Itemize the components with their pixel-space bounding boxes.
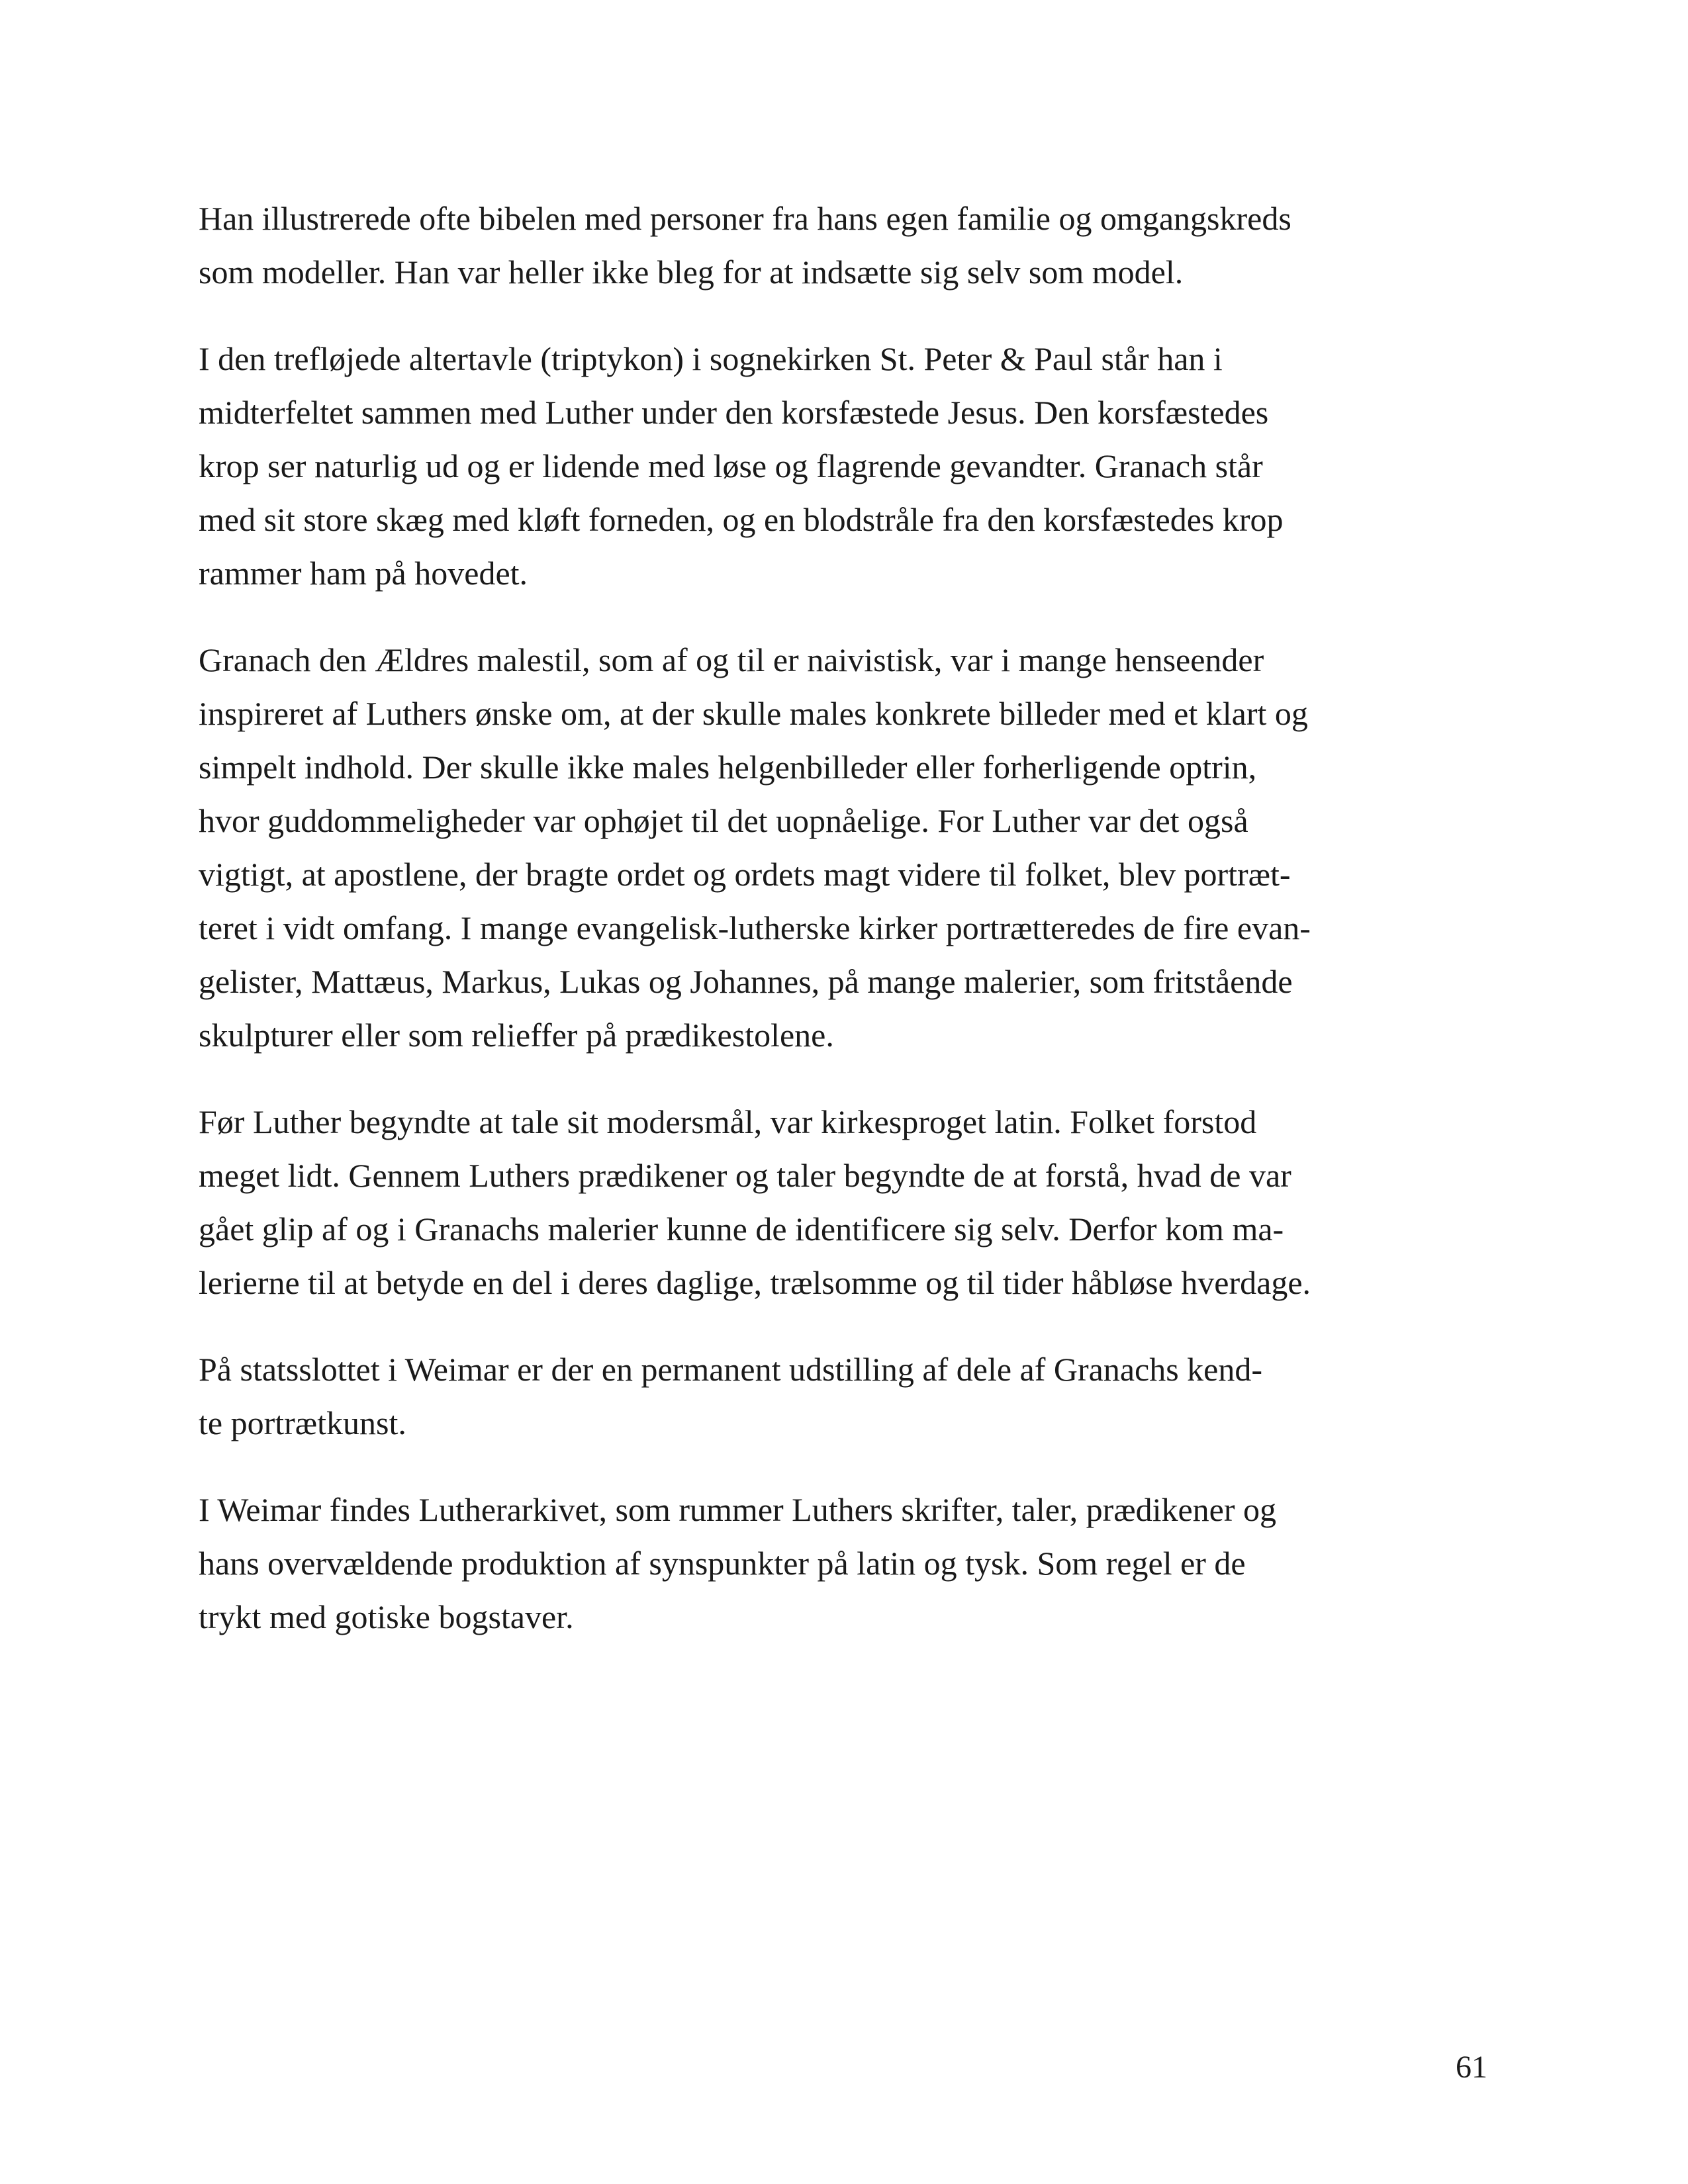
text-line: Før Luther begyndte at tale sit modersmål, var kirkesproget latin. Folket forstod	[199, 1103, 1257, 1140]
text-line: På statsslottet i Weimar er der en permanent udstilling af dele af Granachs kend-	[199, 1351, 1263, 1388]
text-line: Granach den Ældres malestil, som af og til er naivistisk, var i mange henseender	[199, 641, 1264, 678]
text-line: gelister, Mattæus, Markus, Lukas og Johannes, på mange malerier, som fritstående	[199, 963, 1293, 1000]
text-line: med sit store skæg med kløft forneden, og en blodstråle fra den korsfæstedes krop	[199, 501, 1284, 538]
text-line: trykt med gotiske bogstaver.	[199, 1598, 574, 1635]
text-line: rammer ham på hovedet.	[199, 555, 528, 592]
text-line: simpelt indhold. Der skulle ikke males helgenbilleder eller forherligende optrin,	[199, 749, 1257, 786]
text-line: inspireret af Luthers ønske om, at der skulle males konkrete billeder med et klart og	[199, 695, 1308, 732]
text-line: teret i vidt omfang. I mange evangelisk-lutherske kirker portrætteredes de fire evan-	[199, 909, 1311, 946]
text-line: I den trefløjede altertavle (triptykon) i sognekirken St. Peter & Paul står han i	[199, 340, 1223, 377]
text-line: meget lidt. Gennem Luthers prædikener og taler begyndte de at forstå, hvad de var	[199, 1157, 1291, 1194]
text-line: I Weimar findes Lutherarkivet, som rummer Luthers skrifter, taler, prædikener og	[199, 1491, 1277, 1528]
text-line: som modeller. Han var heller ikke bleg for at indsætte sig selv som model.	[199, 253, 1184, 291]
text-line: lerierne til at betyde en del i deres daglige, trælsomme og til tider håbløse hverdage.	[199, 1264, 1311, 1301]
text-line: hans overvældende produktion af synspunkter på latin og tysk. Som regel er de	[199, 1545, 1246, 1582]
text-line: hvor guddommeligheder var ophøjet til det uopnåelige. For Luther var det også	[199, 802, 1248, 839]
text-line: midterfeltet sammen med Luther under den korsfæstede Jesus. Den korsfæstedes	[199, 394, 1269, 431]
page-number: 61	[1456, 2050, 1487, 2085]
text-line: vigtigt, at apostlene, der bragte ordet og ordets magt videre til folket, blev portræt-	[199, 856, 1291, 893]
text-line: gået glip af og i Granachs malerier kunne de identificere sig selv. Derfor kom ma-	[199, 1210, 1284, 1248]
text-line: krop ser naturlig ud og er lidende med løse og flagrende gevandter. Granach står	[199, 447, 1263, 484]
body-text	[199, 192, 1489, 1677]
text-line: skulpturer eller som relieffer på prædikestolene.	[199, 1017, 834, 1054]
text-line: Han illustrerede ofte bibelen med personer fra hans egen familie og omgangskreds	[199, 200, 1291, 237]
text-line: te portrætkunst.	[199, 1404, 406, 1441]
